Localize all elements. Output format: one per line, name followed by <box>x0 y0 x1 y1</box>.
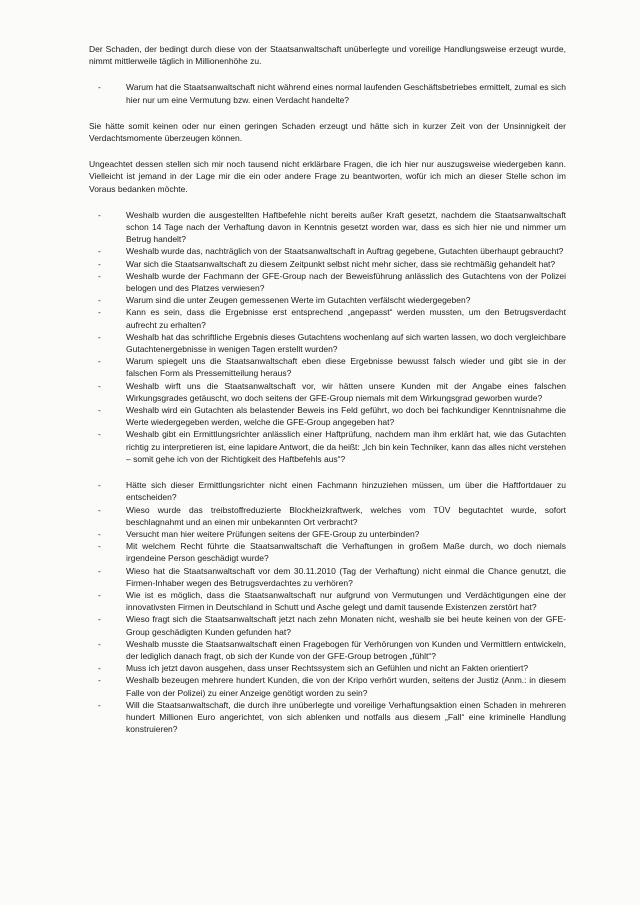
list-item <box>98 404 566 428</box>
question-text: Wie ist es möglich, dass die Staatsanwaltschaft nur aufgrund von Vermutungen und Verdächtigungen eine der innovativsten Firmen in Deutschland in Schutt und Asche gelegt und damit tausende Existenzen zerstört hat? <box>126 589 566 613</box>
list-item <box>98 504 566 528</box>
list-item <box>98 428 566 465</box>
question-text: Wieso wurde das treibstoffreduzierte Blockheizkraftwerk, welches vom TÜV begutachtet wurde, sofort beschlagnahmt und an einen mir unbekannten Ort verbracht? <box>126 504 566 527</box>
list-item <box>98 331 566 355</box>
question-text: Versucht man hier weitere Prüfungen seitens der GFE-Group zu unterbinden? <box>126 528 420 539</box>
bullet-mark: - <box>98 504 101 515</box>
list-item <box>98 209 566 246</box>
list-item <box>98 270 566 294</box>
list-item <box>98 565 566 589</box>
bullet-mark: - <box>98 209 101 220</box>
question-text: Weshalb hat das schriftliche Ergebnis dieses Gutachtens wochenlang auf sich warten lassen, wo doch vergleichbare Gutachtenergebnisse in wenigen Tagen erstellt wurden? <box>126 331 566 355</box>
bullet-mark: - <box>98 589 101 600</box>
list-item <box>98 662 566 674</box>
bullet-mark: - <box>98 331 101 342</box>
question-text: Kann es sein, dass die Ergebnisse erst entsprechend „angepasst“ werden mussten, um den Betrugsverdacht aufrecht zu erhalten? <box>126 307 566 330</box>
list-item <box>98 479 566 503</box>
question-text: Weshalb wird ein Gutachten als belastender Beweis ins Feld geführt, wo doch bei fachkundiger Kenntnisnahme die Werte wiedergegeben werden, welche die GFE-Group angegeben hat? <box>126 405 566 428</box>
bullet-mark: - <box>98 356 101 367</box>
bullet-mark: - <box>98 638 101 649</box>
bullet-mark: - <box>98 82 101 93</box>
list-item <box>98 589 566 613</box>
question-text: Weshalb wurde das, nachträglich von der Staatsanwaltschaft in Auftrag gegebene, Gutachten überhaupt gebraucht? <box>126 246 564 257</box>
first-question-list <box>89 81 566 105</box>
list-item <box>98 638 566 662</box>
bullet-mark: - <box>98 258 101 269</box>
question-text: Warum spiegelt uns die Staatsanwaltschaft eben diese Ergebnisse bewusst falsch wieder und gibt sie in der falschen Form als Pressemitteilung heraus? <box>126 356 566 379</box>
question-text: Weshalb wurde der Fachmann der GFE-Group nach der Beweisführung anlässlich des Gutachtens von der Polizei belogen und des Platzes verwiesen? <box>126 270 566 294</box>
paragraph-2: Sie hätte somit keinen oder nur einen geringen Schaden erzeugt und hätte sich in kurzer Zeit von der Unsinnigkeit der Verdachtsmomente überzeugen können. <box>89 120 566 144</box>
question-text: Mit welchem Recht führte die Staatsanwaltschaft die Verhaftungen in großem Maße durch, wo doch niemals irgendeine Person geschädigt wurde? <box>126 541 566 564</box>
bullet-mark: - <box>98 246 101 257</box>
list-item <box>98 674 566 698</box>
bullet-mark: - <box>98 405 101 416</box>
question-text: Weshalb wurden die ausgestellten Haftbefehle nicht bereits außer Kraft gesetzt, nachdem die Staatsanwaltschaft schon 14 Tage nach der Verhaftung davon in Kenntnis gesetzt worden war, dass es sich hier nie und nimmer um Betrug handelt? <box>126 209 566 245</box>
bullet-mark: - <box>98 614 101 625</box>
question-text: War sich die Staatsanwaltschaft zu diesem Zeitpunkt selbst nicht mehr sicher, dass sie rechtmäßig gehandelt hat? <box>126 258 556 269</box>
question-text: Weshalb bezeugen mehrere hundert Kunden, die von der Kripo verhört wurden, seitens der Justiz (Anm.: in diesem Falle von der Polizei) zu einer Anzeige genötigt worden zu sein? <box>126 675 566 698</box>
paragraph-3: Ungeachtet dessen stellen sich mir noch tausend nicht erklärbare Fragen, die ich hier nur auszugsweise wiedergeben kann. Vielleicht ist jemand in der Lage mir die ein oder andere Frage zu beantworten, wofür ich mich an dieser Stelle schon im Voraus bedanken möchte. <box>89 159 566 194</box>
bullet-mark: - <box>98 295 101 306</box>
bullet-mark: - <box>98 528 101 539</box>
question-text: Will die Staatsanwaltschaft, die durch ihre unüberlegte und voreilige Verhaftungsaktion einen Schaden in mehreren hundert Millionen Euro angerichtet, von sich ablenken und notfalls aus diesem „Fall“ eine kriminelle Handlung konstruieren? <box>126 699 566 735</box>
list-item <box>98 81 566 105</box>
question-text: Hätte sich dieser Ermittlungsrichter nicht einen Fachmann hinzuziehen müssen, um über die Haftfortdauer zu entscheiden? <box>126 480 566 503</box>
list-item <box>98 245 566 257</box>
question-text: Warum sind die unter Zeugen gemessenen Werte im Gutachten verfälscht wiedergegeben? <box>126 295 471 306</box>
list-item <box>98 355 566 379</box>
list-item <box>98 294 566 306</box>
bullet-mark: - <box>98 565 101 576</box>
list-item <box>98 258 566 270</box>
bullet-mark: - <box>98 675 101 686</box>
bullet-mark: - <box>98 307 101 318</box>
bullet-mark: - <box>98 429 101 440</box>
question-text: Muss ich jetzt davon ausgehen, dass unser Rechtssystem sich an Gefühlen und nicht an Fakten orientiert? <box>126 663 529 674</box>
question-text: Weshalb wirft uns die Staatsanwaltschaft vor, wir hätten unsere Kunden mit der Angabe eines falschen Wirkungsgrades getäuscht, wo doch seitens der GFE-Group niemals mit dem Wirkungsgrad geworben wurde? <box>126 380 566 403</box>
list-item <box>98 699 566 736</box>
bullet-mark: - <box>98 663 101 674</box>
bullet-mark: - <box>98 699 101 710</box>
bullet-mark: - <box>98 541 101 552</box>
question-text: Warum hat die Staatsanwaltschaft nicht während eines normal laufenden Geschäftsbetriebes ermittelt, zumal es sich hier nur um eine Vermutung bzw. einen Verdacht handelte? <box>126 82 566 105</box>
bullet-mark: - <box>98 380 101 391</box>
questions-list-1 <box>89 209 566 465</box>
intro-paragraph: Der Schaden, der bedingt durch diese von der Staatsanwaltschaft unüberlegte und voreilige Handlungsweise erzeugt wurde, nimmt mittlerweile täglich in Millionenhöhe zu. <box>89 44 566 67</box>
question-text: Weshalb gibt ein Ermittlungsrichter anlässlich einer Haftprüfung, nachdem man ihm erklärt hat, wie das Gutachten richtig zu interpretieren ist, eine lapidare Antwort, die da heißt: „Ich bin kein Techniker, kann das alles nicht verstehen – somit gehe ich von der Richtigkeit des Haftbefehls aus“? <box>126 429 566 464</box>
list-item <box>98 613 566 637</box>
bullet-mark: - <box>98 480 101 491</box>
list-item <box>98 528 566 540</box>
bullet-mark: - <box>98 270 101 281</box>
list-item <box>98 306 566 330</box>
question-text: Weshalb musste die Staatsanwaltschaft einen Fragebogen für Verhörungen von Kunden und Vermittlern entwickeln, der lediglich danach fragt, ob sich der Kunde von der GFE-Group betrogen „fühlt“? <box>126 638 566 661</box>
question-text: Wieso fragt sich die Staatsanwaltschaft jetzt nach zehn Monaten nicht, weshalb sie bei heute keinen von der GFE-Group geschädigten Kunden gefunden hat? <box>126 614 566 637</box>
list-item <box>98 540 566 564</box>
question-text: Wieso hat die Staatsanwaltschaft vor dem 30.11.2010 (Tag der Verhaftung) nicht einmal die Chance genutzt, die Firmen-Inhaber wegen des Betrugsverdachtes zu verhören? <box>126 565 566 588</box>
questions-list-2 <box>89 479 566 735</box>
list-item <box>98 380 566 404</box>
